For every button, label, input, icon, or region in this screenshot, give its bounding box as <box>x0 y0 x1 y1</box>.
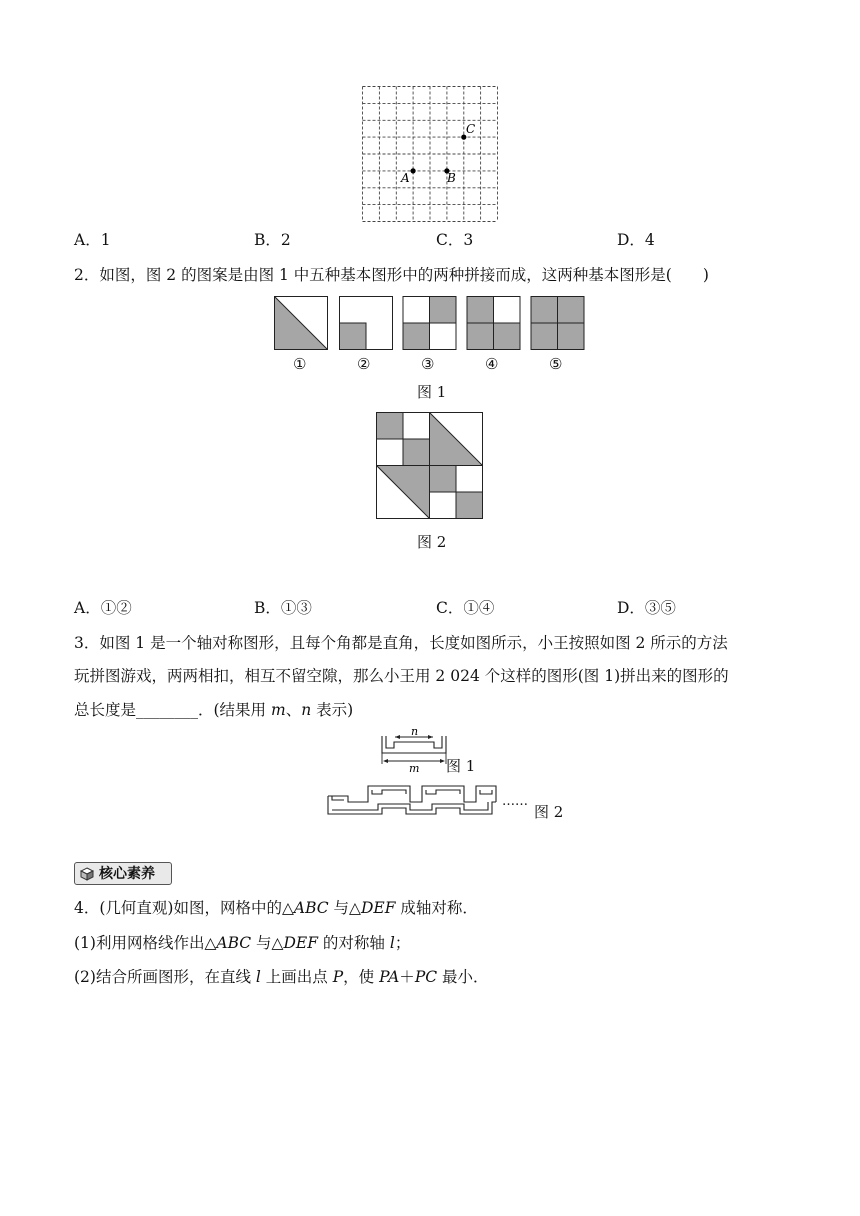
q3-line-1: 3．如图 1 是一个轴对称图形，且每个角都是直角，长度如图所示，小王按照如图 2 所示的方法 <box>74 634 728 652</box>
shape-label-3: ③ <box>421 355 435 373</box>
q1-option-a[interactable]: A．1 <box>74 231 111 249</box>
q2-fig1-shapes <box>274 296 586 352</box>
q3-line-3-post: 表示) <box>311 701 354 719</box>
point-a <box>411 168 416 173</box>
q2-option-a[interactable]: A．①② <box>74 599 132 617</box>
q2-option-d[interactable]: D．③⑤ <box>617 599 676 617</box>
q4-p1-mid2: 的对称轴 <box>317 934 390 952</box>
q4-part-2 <box>74 966 489 988</box>
shape-1 <box>275 297 328 350</box>
q4-def: DEF <box>360 899 396 917</box>
q4-p1-abc: ABC <box>216 934 252 952</box>
q3-sep: 、 <box>285 701 302 719</box>
label-n: n <box>411 728 419 738</box>
q4-mid: 与△ <box>328 899 361 917</box>
q3-fig1-caption: 图 1 <box>446 757 476 775</box>
shape-2 <box>340 297 393 350</box>
section-badge-core-literacy <box>74 862 172 885</box>
q2-fig1-caption: 图 1 <box>417 383 447 401</box>
q4-p1-post: ； <box>394 934 411 952</box>
q4-p2-mid2: ，使 <box>343 968 380 986</box>
q2-stem: 2．如图，图 2 的图案是由图 1 中五种基本图形中的两种拼接而成，这两种基本图形是( ) <box>74 266 709 284</box>
q3-line-2: 玩拼图游戏，两两相扣，相互不留空隙，那么小王用 2 024 个这样的图形(图 1)拼出来的图形的 <box>74 667 729 685</box>
shape-5 <box>531 297 584 350</box>
shape-4 <box>467 297 520 350</box>
q4-p2-mid: 上画出点 <box>260 968 333 986</box>
shape-label-4: ④ <box>485 355 499 373</box>
q3-fig2-caption: 图 2 <box>534 803 564 821</box>
q3-line-3 <box>74 699 353 721</box>
q3-line-3-pre: 总长度是________．(结果用 <box>74 701 271 719</box>
q1-grid-figure <box>362 86 498 222</box>
q4-stem-pre: 4．(几何直观)如图，网格中的△ <box>74 899 294 917</box>
q4-part-1 <box>74 932 410 954</box>
q3-fig1-shape <box>378 728 450 776</box>
q4-stem <box>74 897 478 919</box>
q4-p1-mid: 与△ <box>251 934 284 952</box>
q4-abc: ABC <box>293 899 329 917</box>
q4-p1-l: l <box>389 934 395 952</box>
shape-label-2: ② <box>357 355 371 373</box>
shape-3 <box>403 297 456 350</box>
label-m: m <box>409 762 420 775</box>
shape-label-1: ① <box>293 355 307 373</box>
q3-fig2-chain <box>326 784 502 818</box>
label-a: A <box>401 171 410 185</box>
var-m: m <box>270 701 286 719</box>
section-title: 核心素养 <box>99 866 155 882</box>
q2-option-b[interactable]: B．①③ <box>254 599 312 617</box>
cube-icon <box>80 867 94 881</box>
q3-fig2-dots: …… <box>502 794 528 809</box>
q2-fig2-pattern <box>376 412 484 520</box>
shape-label-5: ⑤ <box>549 355 563 373</box>
q4-p2-pa: PA <box>379 968 400 986</box>
q4-p2-pc: PC <box>414 968 438 986</box>
var-n: n <box>301 701 312 719</box>
q1-option-d[interactable]: D．4 <box>617 231 655 249</box>
label-c: C <box>466 122 476 136</box>
q4-p2-pre: (2)结合所画图形，在直线 <box>74 968 256 986</box>
q1-option-b[interactable]: B．2 <box>254 231 291 249</box>
q4-p1-pre: (1)利用网格线作出△ <box>74 934 217 952</box>
label-b: B <box>447 171 456 185</box>
q4-p2-p: P <box>332 968 344 986</box>
q4-p2-plus: ＋ <box>399 968 415 986</box>
q2-fig2-caption: 图 2 <box>417 533 447 551</box>
q4-p1-def: DEF <box>283 934 318 952</box>
q2-option-c[interactable]: C．①④ <box>436 599 495 617</box>
q4-stem-post: 成轴对称． <box>395 899 478 917</box>
q4-p2-l: l <box>255 968 261 986</box>
q1-option-c[interactable]: C．3 <box>436 231 474 249</box>
q4-p2-post: 最小． <box>437 968 489 986</box>
